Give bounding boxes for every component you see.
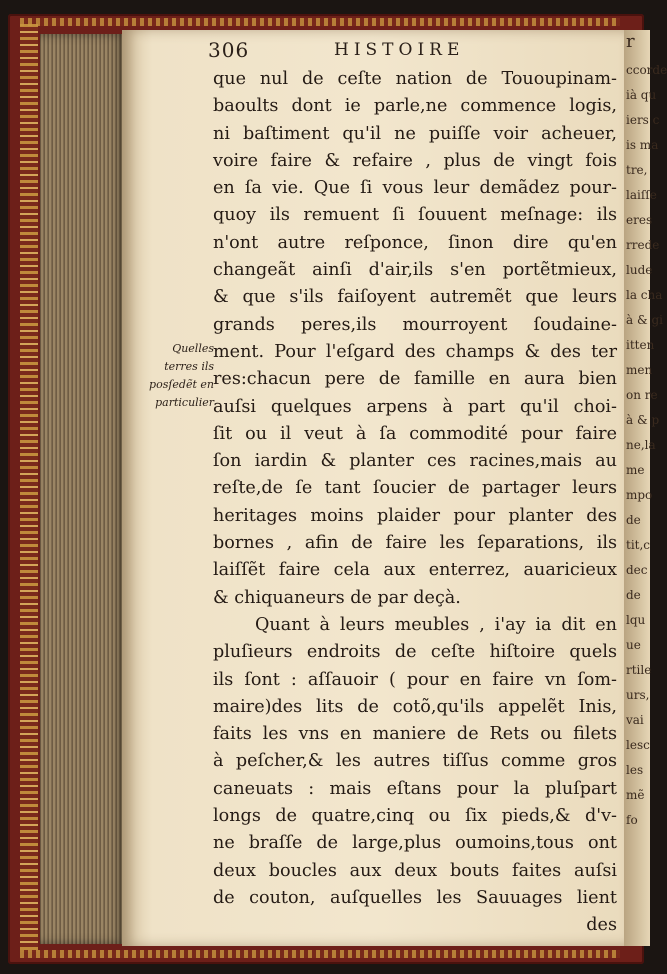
facing-page-text-fragment: tre, xyxy=(626,163,648,177)
text-line: laiſſẽt faire cela aux enterrez, auaricieux xyxy=(213,560,617,581)
text-line: ne braſſe de large,plus oumoins,tous ont xyxy=(213,833,617,854)
facing-page-text-fragment: lesc xyxy=(626,738,650,752)
gilt-border-left xyxy=(20,24,38,952)
page-number: 306 xyxy=(208,38,250,62)
facing-page-text-fragment: mẽ xyxy=(626,788,645,802)
facing-page-text-fragment: mpo xyxy=(626,488,653,502)
page-header xyxy=(208,38,608,68)
text-line: ils ſont : aſſauoir ( pour en faire vn ſom- xyxy=(213,669,617,690)
text-line: ſit ou il veut à ſa commodité pour faire xyxy=(213,423,617,444)
text-line: grands peres,ils mourroyent ſoudaine- xyxy=(213,314,617,335)
facing-page-text-fragment: fo xyxy=(626,813,638,827)
facing-page-text-fragment: r xyxy=(626,31,635,52)
facing-page-text-fragment: tit,c xyxy=(626,538,651,552)
text-line: baoults dont ie parle,ne commence logis, xyxy=(213,96,617,117)
text-line: faits les vns en maniere de Rets ou filets xyxy=(213,724,617,745)
facing-page-text-fragment: ià qu xyxy=(626,88,657,102)
text-line: reſte,de ſe tant ſoucier de partager leurs xyxy=(213,478,617,499)
text-line: que nul de ceſte nation de Tououpinam- xyxy=(213,69,617,89)
facing-page-text-fragment: urs, xyxy=(626,688,650,702)
facing-page-text-fragment: ne,la xyxy=(626,438,656,452)
text-line: caneuats : mais eſtans pour la pluſpart xyxy=(213,778,617,799)
facing-page-text-fragment: de xyxy=(626,513,641,527)
facing-page-fragment xyxy=(624,30,667,946)
facing-page-text-fragment: vai xyxy=(626,713,644,727)
text-line: voire faire & refaire , plus de vingt fois xyxy=(213,150,617,171)
text-line: bornes , afin de faire les ſeparations, ils xyxy=(213,533,617,554)
facing-page-text-fragment: on re xyxy=(626,388,658,402)
marginal-note-line: posſedẽt en xyxy=(149,378,214,391)
gilt-border-top xyxy=(20,18,620,26)
facing-page-text-fragment: me xyxy=(626,463,645,477)
text-line: maire)des lits de cotõ,qu'ils appelẽt Inis, xyxy=(213,696,617,717)
marginal-note-line: terres ils xyxy=(164,360,214,373)
facing-page-text-fragment: is ma xyxy=(626,138,659,152)
text-line: ment. Pour l'eſgard des champs & des ter xyxy=(213,341,617,362)
text-line: Quant à leurs meubles , i'ay ia dit en xyxy=(255,614,617,635)
facing-page-text-fragment: rrede xyxy=(626,238,660,252)
catchword: des xyxy=(586,915,617,936)
facing-page-text-fragment: eres xyxy=(626,213,653,227)
text-line: n'ont autre reſponce, ſinon dire qu'en xyxy=(213,232,617,253)
text-line: & que s'ils faiſoyent autremẽt que leurs xyxy=(213,287,617,308)
text-line: pluſieurs endroits de ceſte hiſtoire quels xyxy=(213,642,617,663)
facing-page-text-fragment: la cha xyxy=(626,288,663,302)
facing-page-text-fragment: rtile xyxy=(626,663,652,677)
running-title: HISTOIRE xyxy=(334,40,465,60)
facing-page-text-fragment: dec xyxy=(626,563,648,577)
facing-page-text-fragment: ccorde xyxy=(626,63,667,77)
facing-page-text-fragment: laiſſe xyxy=(626,188,657,202)
marginal-note-line: Quelles xyxy=(172,342,214,355)
marginal-note xyxy=(132,340,214,412)
facing-page-text-fragment: à & gi xyxy=(626,313,663,327)
text-line: de couton, auſquelles les Sauuages lient xyxy=(213,887,617,908)
facing-page-text-fragment: men xyxy=(626,363,653,377)
text-line: ni baſtiment qu'il ne puiſſe voir acheuer, xyxy=(213,123,617,144)
facing-page-text-fragment: itten xyxy=(626,338,655,352)
text-line: à peſcher,& les autres tiſſus comme gros xyxy=(213,751,617,772)
text-line: en ſa vie. Que ſi vous leur demãdez pour- xyxy=(213,178,617,199)
body-text xyxy=(213,66,617,940)
gilt-border-bottom xyxy=(20,950,620,958)
facing-page-text-fragment: à & p xyxy=(626,413,660,427)
facing-page-text-fragment: ue xyxy=(626,638,641,652)
text-line: ſon iardin & planter ces racines,mais au xyxy=(213,451,617,472)
text-line: res:chacun pere de famille en aura bien xyxy=(213,369,617,390)
page-edges xyxy=(40,34,126,944)
facing-page-text-fragment: lude xyxy=(626,263,653,277)
facing-page-text-fragment: les xyxy=(626,763,644,777)
text-line: longs de quatre,cinq ou ſix pieds,& d'v- xyxy=(213,806,617,827)
facing-page-text-fragment: de xyxy=(626,588,641,602)
facing-page-text-fragment: lqu xyxy=(626,613,646,627)
text-line: deux boucles aux deux bouts faites auſsi xyxy=(213,860,617,881)
marginal-note-line: particulier xyxy=(155,396,214,409)
text-line: auſsi quelques arpens à part qu'il choi- xyxy=(213,396,617,417)
facing-page-text-fragment: iers c xyxy=(626,113,660,127)
text-line: & chiquaneurs de par deçà. xyxy=(213,587,461,608)
text-line: changeãt ainſi d'air,ils s'en portẽtmieux, xyxy=(213,260,617,281)
text-line: quoy ils remuent ſi ſouuent meſnage: ils xyxy=(213,205,617,226)
text-line: heritages moins plaider pour planter des xyxy=(213,505,617,526)
